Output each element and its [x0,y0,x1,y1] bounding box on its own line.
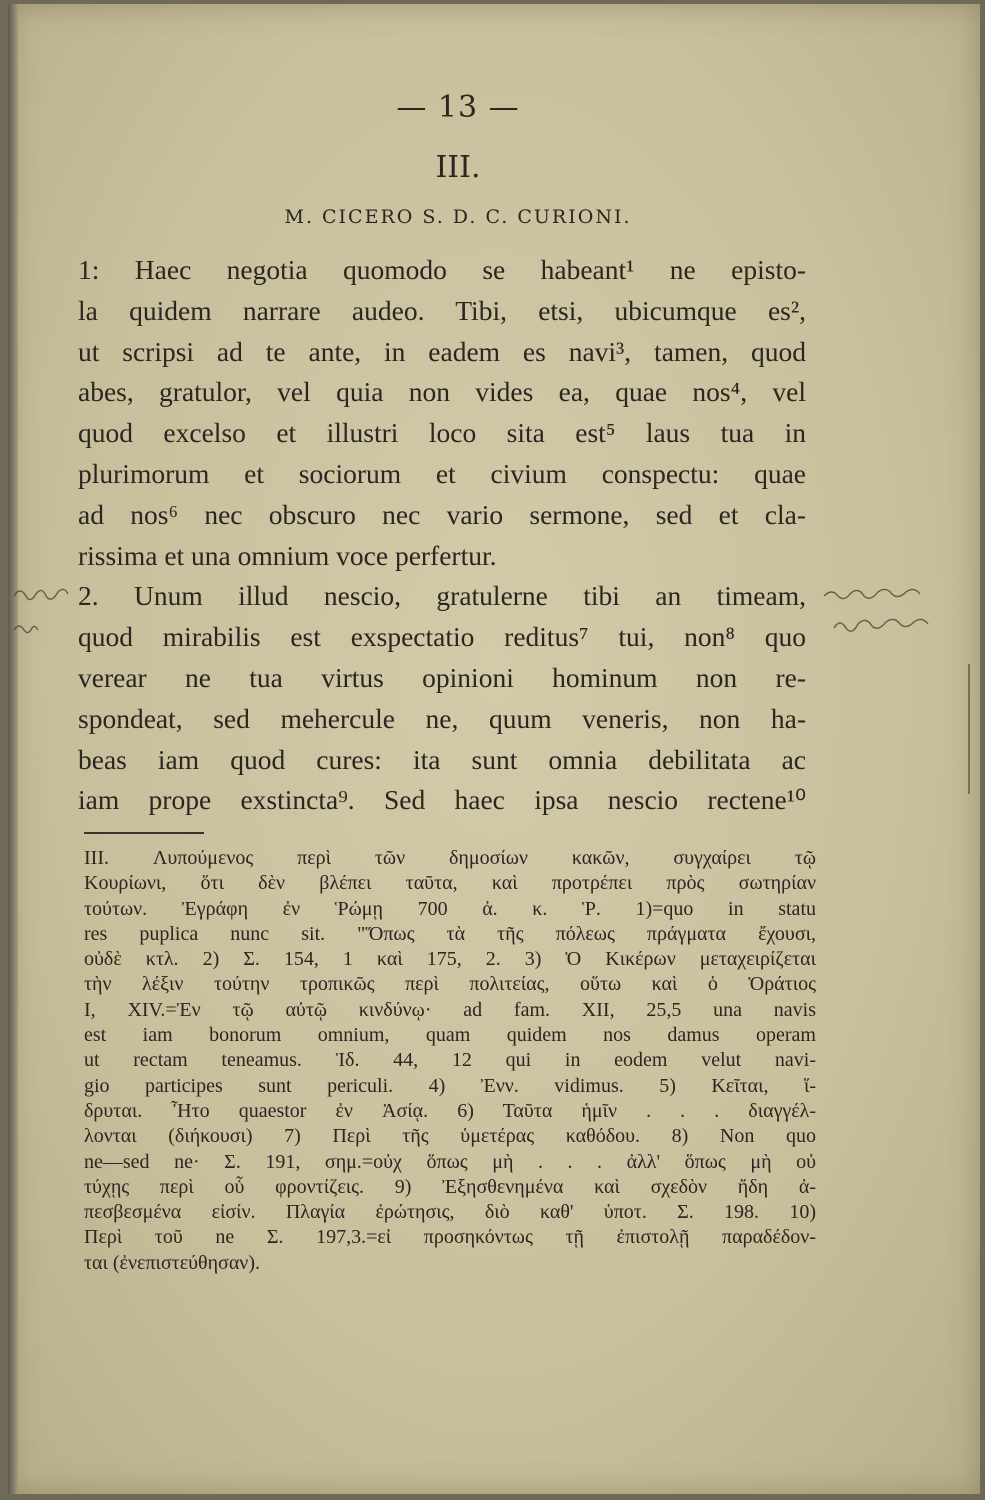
footnote-line: πεσβεσμένα εἰσίν. Πλαγία ἐρώτησις, διὸ καθ' ὑποτ. Σ. 198. 10) [84,1201,816,1224]
footnote-line: ut rectam teneamus. Ἰδ. 44, 12 qui in eodem velut navi- [84,1049,816,1072]
section-number: III. [435,150,481,185]
body-line: rissima et una omnium voce perfertur. [78,539,497,571]
handwritten-annotation-left [10,578,90,658]
footnote-line: τύχῃς περὶ οὗ φροντίζεις. 9) Ἐξησθενημένα καὶ σχεδὸν ἤδη ἀ- [84,1175,816,1198]
body-line: ut scripsi ad te ante, in eadem es navi³, tamen, quod [78,335,806,367]
footnote-line: Κουρίωνι, ὅτι δὲν βλέπει ταῦτα, καὶ προτρέπει πρὸς σωτηρίαν [84,872,816,895]
book-page [8,4,980,1494]
body-line: plurimorum et sociorum et civium conspectu: quae [78,457,806,489]
footnote-line: III. Λυπούμενος περὶ τῶν δημοσίων κακῶν, συγχαίρει τῷ [84,847,816,869]
body-line: iam prope exstincta⁹. Sed haec ipsa nescio rectene¹⁰ [78,784,806,816]
body-line: ad nos⁶ nec obscuro nec vario sermone, sed et cla- [78,498,806,530]
footnote-line: τούτων. Ἐγράφη ἐν Ῥώμῃ 700 ἀ. κ. Ῥ. 1)=quo in statu [84,897,816,920]
footnote-line: ne—sed ne· Σ. 191, σημ.=οὐχ ὅπως μὴ . . . ἀλλ' ὅπως μὴ οὐ [84,1150,816,1173]
footnote-line: Περὶ τοῦ ne Σ. 197,3.=εἰ προσηκόντως τῇ ἐπιστολῇ παραδέδον- [84,1226,816,1249]
footnote-line: λονται (διήκουσι) 7) Περὶ τῆς ὑμετέρας καθόδου. 8) Non quo [84,1125,816,1148]
body-line: 2. Unum illud nescio, gratulerne tibi an timeam, [78,580,806,612]
footnote-line: ται (ἐνεπιστεύθησαν). [84,1251,260,1274]
footnote-line: δρυται. Ἦτο quaestor ἐν Ἀσίᾳ. 6) Ταῦτα ἡμῖν . . . διαγγέλ- [84,1099,816,1122]
footnote-line: I, XIV.=Ἐν τῷ αὐτῷ κινδύνῳ· ad fam. XII, 25,5 una navis [84,998,816,1021]
page-number: — 13 — [396,90,520,125]
letter-body [78,250,806,821]
footnotes [84,846,816,1276]
letter-heading: M. CICERO S. D. C. CURIONI. [284,206,632,228]
body-line: verear ne tua virtus opinioni hominum non re- [78,661,806,693]
margin-bracket [968,664,976,794]
body-line: beas iam quod cures: ita sunt omnia debilitata ac [78,743,806,775]
footnote-line: res puplica nunc sit. "Ὅπως τὰ τῆς πόλεως πράγματα ἔχουσι, [84,922,816,945]
body-line: 1: Haec negotia quomodo se habeant¹ ne episto- [78,254,806,285]
footnote-line: gio participes sunt periculi. 4) Ἐνν. vidimus. 5) Κεῖται, ἵ- [84,1074,816,1097]
footnote-line: οὐδὲ κτλ. 2) Σ. 154, 1 καὶ 175, 2. 3) Ὁ Κικέρων μεταχειρίζεται [84,948,816,971]
footnote-line: est iam bonorum omnium, quam quidem nos damus operam [84,1024,816,1047]
footnote-divider [84,832,204,834]
body-line: la quidem narrare audeo. Tibi, etsi, ubicumque es², [78,294,806,326]
body-line: abes, gratulor, vel quia non vides ea, quae nos⁴, vel [78,376,806,408]
footnote-line: τὴν λέξιν τούτην τροπικῶς περὶ πολιτείας, οὕτω καὶ ὁ Ὁράτιος [84,973,816,996]
body-line: quod excelso et illustri loco sita est⁵ laus tua in [78,417,806,449]
body-line: spondeat, sed mehercule ne, quum veneris, non ha- [78,702,806,734]
body-line: quod mirabilis est exspectatio reditus⁷ tui, non⁸ quo [78,621,806,653]
handwritten-annotation-right [820,578,980,648]
